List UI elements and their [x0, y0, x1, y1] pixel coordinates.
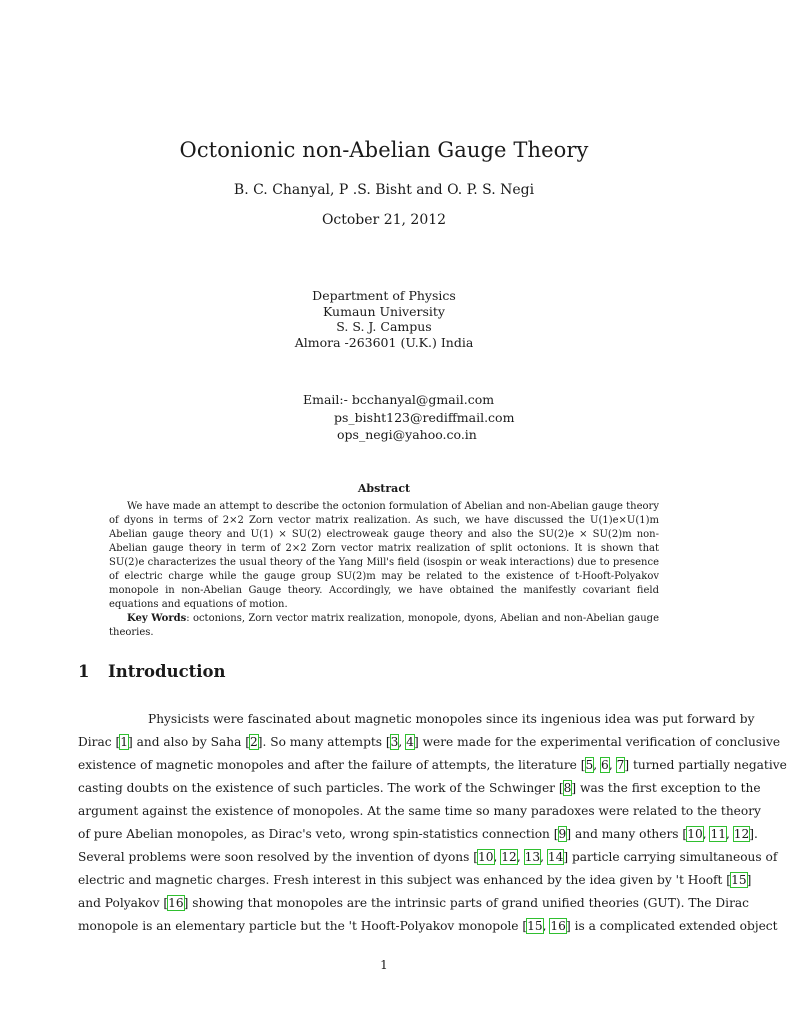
intro-line: existence of magnetic monopoles and after the failure of attempts, the literature [5, 6, 7] turned partially negative: [78, 758, 787, 772]
citation-link[interactable]: 15: [731, 873, 747, 887]
citation-link[interactable]: 1: [120, 735, 128, 749]
intro-line: and Polyakov [16] showing that monopoles are the intrinsic parts of grand unified theories (GUT). The Dirac: [78, 896, 749, 910]
email-address[interactable]: ps_bisht123@rediffmail.com: [334, 409, 515, 425]
citation-link[interactable]: 12: [733, 827, 750, 841]
citation-link[interactable]: 13: [524, 850, 541, 864]
section-number: 1: [78, 662, 90, 681]
citation-link[interactable]: 12: [501, 850, 517, 864]
keywords-text: : octonions, Zorn vector matrix realization, monopole, dyons, Abelian and non-Abelian gauge theories.: [109, 613, 659, 638]
abstract-line: theory. Accordingly, we have obtained the manifestly covariant field equations and equations of motion.: [109, 585, 659, 610]
email-block: [303, 391, 514, 444]
abstract-body: [109, 500, 659, 640]
abstract-line: theory in term of 2×2 Zorn vector matrix realization of split octonions. It is shown that SU(2)e characterizes: [109, 543, 659, 568]
publication-date: October 21, 2012: [321, 212, 447, 228]
citation-link[interactable]: 16: [550, 919, 566, 933]
abstract-paragraph: [109, 500, 659, 612]
author-list: B. C. Chanyal, P .S. Bisht and O. P. S. Negi: [233, 182, 535, 198]
section-heading: [78, 662, 226, 681]
intro-line: of pure Abelian monopoles, as Dirac's veto, wrong spin-statistics connection [9] and many others [10, 11, 12].: [78, 827, 758, 841]
intro-line: electric and magnetic charges. Fresh interest in this subject was enhanced by the idea given by 't Hooft [15]: [78, 873, 752, 887]
introduction-text: [78, 708, 787, 938]
intro-line: casting doubts on the existence of such particles. The work of the Schwinger [8] was the first exception to the: [78, 781, 761, 795]
affiliation-line: Kumaun University: [322, 303, 445, 319]
paper-title: Octonionic non-Abelian Gauge Theory: [179, 138, 589, 162]
citation-link[interactable]: 16: [168, 896, 184, 910]
abstract-line: the usual theory of the Yang Mill's field (isospin or weak interactions) due to presence of electric charge while: [109, 557, 659, 582]
citation-link[interactable]: 14: [547, 850, 564, 864]
citation-link[interactable]: 3: [390, 735, 399, 749]
email-address[interactable]: bcchanyal@gmail.com: [351, 392, 495, 407]
abstract-line: We have made an attempt to describe the octonion formulation of Abelian and non-Abelian gauge theory: [127, 501, 659, 512]
abstract-heading: Abstract: [357, 482, 411, 495]
citation-link[interactable]: 9: [558, 827, 567, 841]
affiliation-line: S. S. J. Campus: [336, 319, 432, 334]
citation-link[interactable]: 6: [601, 758, 609, 772]
abstract-line: the gauge group SU(2)m may be related to the existence of t-Hooft-Polyakov monopole in non-Abelian Gauge: [109, 571, 659, 596]
citation-link[interactable]: 11: [710, 827, 726, 841]
keywords-label: Key Words: [127, 613, 187, 624]
keywords: [109, 612, 659, 640]
intro-line: argument against the existence of monopoles. At the same time so many paradoxes were related to the theory: [78, 804, 761, 818]
affiliation-line: Almora -263601 (U.K.) India: [294, 334, 474, 350]
abstract-line: of dyons in terms of 2×2 Zorn vector matrix realization. As such, we have discussed the U(1)e×U(1)m Abelian: [109, 515, 659, 540]
citation-link[interactable]: 7: [616, 758, 625, 772]
abstract-line: gauge theory and U(1) × SU(2) electroweak gauge theory and also the SU(2)e × SU(2)m non-Abelian gauge: [109, 529, 659, 554]
section-title: Introduction: [108, 662, 226, 681]
citation-link[interactable]: 10: [687, 827, 703, 841]
page-number: 1: [380, 958, 388, 972]
intro-line: monopole is an elementary particle but the 't Hooft-Polyakov monopole [15, 16] is a complicated extended object: [78, 919, 778, 933]
intro-line: Dirac [1] and also by Saha [2]. So many attempts [3, 4] were made for the experimental verification of conclusive: [78, 735, 781, 749]
affiliation-block: [0, 288, 768, 350]
citation-link[interactable]: 8: [563, 781, 572, 795]
citation-link[interactable]: 15: [527, 919, 543, 933]
citation-link[interactable]: 10: [478, 850, 494, 864]
citation-link[interactable]: 2: [249, 735, 258, 749]
email-label: Email:-: [303, 392, 348, 407]
affiliation-line: Department of Physics: [312, 288, 456, 303]
citation-link[interactable]: 5: [585, 758, 594, 772]
email-address[interactable]: ops_negi@yahoo.co.in: [337, 427, 477, 442]
intro-line: Physicists were fascinated about magnetic monopoles since its ingenious idea was put forward by: [148, 712, 755, 726]
intro-line: Several problems were soon resolved by the invention of dyons [10, 12, 13, 14] particle carrying simultaneous of: [78, 850, 778, 864]
citation-link[interactable]: 4: [406, 735, 414, 749]
